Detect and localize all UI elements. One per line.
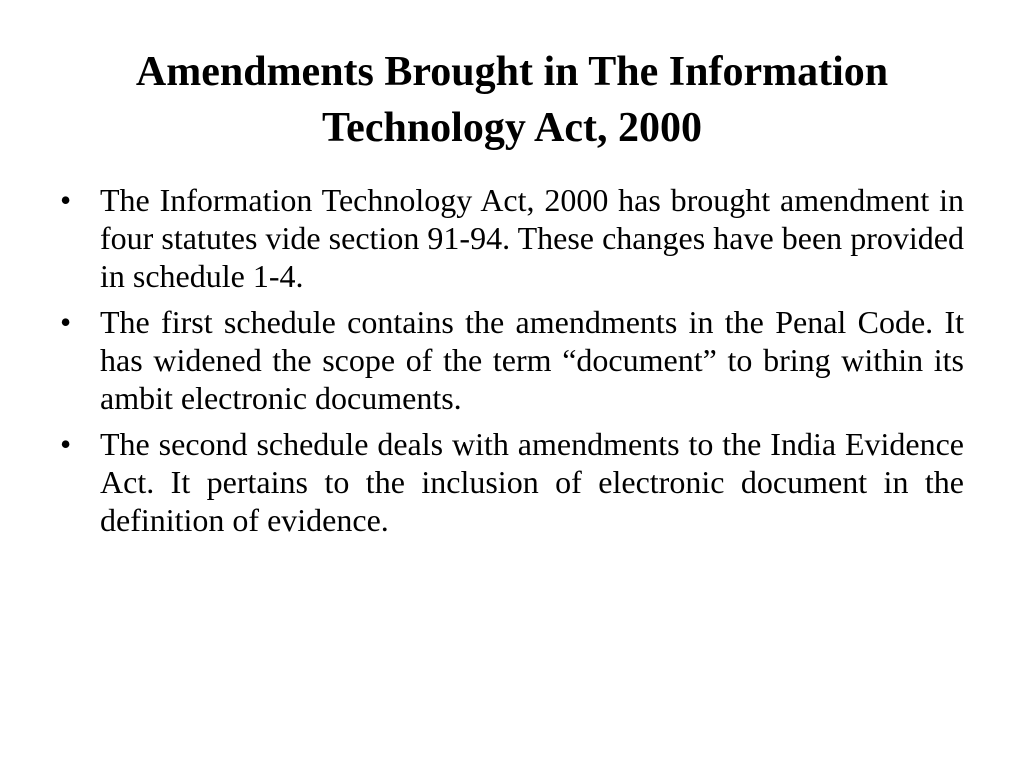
bullet-marker: • [60, 304, 72, 340]
bullet-text: The second schedule deals with amendments to the India Evidence Act. It pertains to the inclusion of electronic document in the definition of evidence. [100, 426, 964, 538]
bullet-list [58, 181, 964, 547]
bullet-text: The Information Technology Act, 2000 has brought amendment in four statutes vide section 91-94. These changes have been provided in schedule 1-4. [100, 182, 964, 294]
slide-title: Amendments Brought in The Information Technology Act, 2000 [135, 49, 889, 151]
bullet-marker: • [60, 182, 72, 218]
bullet-item [58, 181, 964, 295]
bullet-item [58, 425, 964, 539]
bullet-text: The first schedule contains the amendments in the Penal Code. It has widened the scope of the term “document” to bring within its ambit electronic documents. [100, 304, 964, 416]
bullet-item [58, 303, 964, 417]
bullet-marker: • [60, 426, 72, 462]
